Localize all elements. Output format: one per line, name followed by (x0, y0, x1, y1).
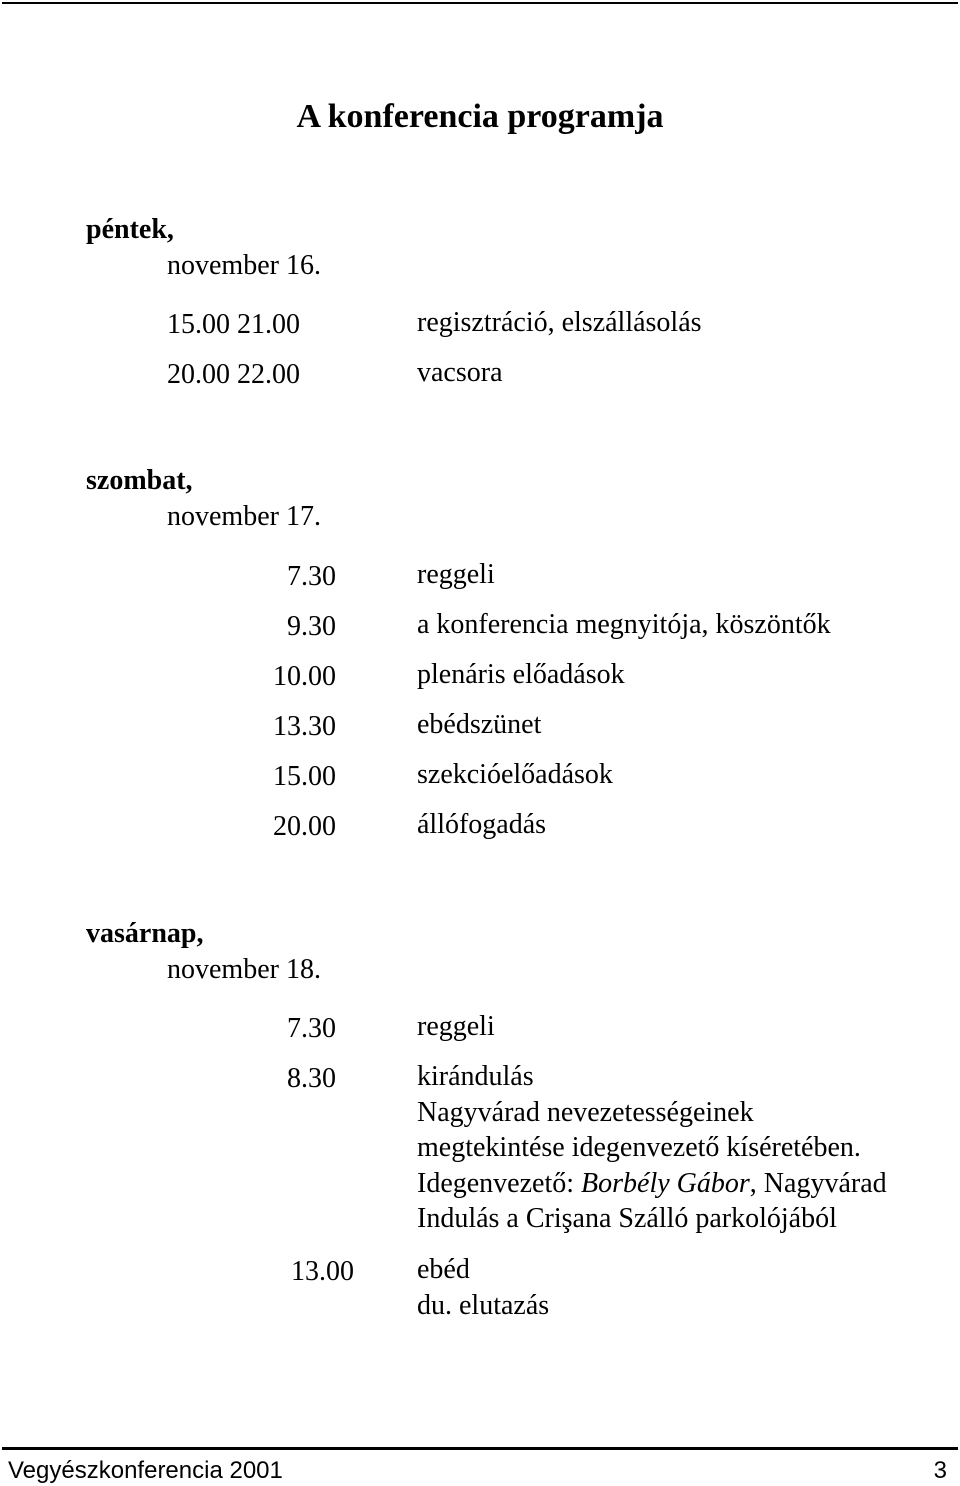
event-description: reggeli (417, 559, 495, 590)
time-slot: 15.00 21.00 (167, 309, 300, 340)
event-detail-line: Indulás a Crişana Szálló parkolójából (417, 1203, 837, 1234)
time-slot: 20.00 22.00 (167, 359, 300, 390)
time-slot: 8.30 (287, 1063, 336, 1094)
event-block-lunch (417, 1252, 549, 1323)
event-description: kirándulás (417, 1061, 534, 1092)
event-description: reggeli (417, 1011, 495, 1042)
event-detail-line: megtekintése idegenvezető kíséretében. (417, 1132, 861, 1163)
event-description: vacsora (417, 357, 503, 388)
time-slot: 13.00 (291, 1256, 354, 1287)
event-detail-line: du. elutazás (417, 1289, 550, 1321)
guide-suffix: , Nagyvárad (749, 1167, 887, 1199)
time-slot: 15.00 (273, 761, 336, 792)
top-rule (2, 2, 958, 4)
event-description: állófogadás (417, 809, 547, 840)
event-block-excursion (417, 1059, 887, 1237)
event-description: plenáris előadások (417, 659, 625, 690)
footer-conference-name: Vegyészkonferencia 2001 (8, 1457, 283, 1484)
day-heading-friday: péntek, (86, 214, 174, 245)
date-sunday: november 18. (167, 954, 321, 985)
guide-name: Borbély Gábor (581, 1167, 750, 1199)
event-description: ebéd (417, 1254, 470, 1285)
guide-prefix: Idegenvezető: (417, 1167, 582, 1199)
event-description: szekcióelőadások (417, 759, 613, 790)
page-title: A konferencia programja (296, 98, 664, 135)
time-slot: 13.30 (273, 711, 336, 742)
event-description: a konferencia megnyitója, köszöntők (417, 609, 831, 640)
date-saturday: november 17. (167, 501, 321, 532)
page-number: 3 (933, 1457, 947, 1484)
time-slot: 20.00 (273, 811, 336, 842)
time-slot: 7.30 (287, 1013, 336, 1044)
footer-rule (2, 1447, 958, 1450)
day-heading-sunday: vasárnap, (86, 918, 204, 949)
guide-line (417, 1166, 887, 1202)
time-slot: 9.30 (287, 611, 336, 642)
time-slot: 10.00 (273, 661, 336, 692)
day-heading-saturday: szombat, (86, 465, 193, 496)
time-slot: 7.30 (287, 561, 336, 592)
event-description: regisztráció, elszállásolás (417, 307, 702, 338)
date-friday: november 16. (167, 250, 321, 281)
event-description: ebédszünet (417, 709, 542, 740)
event-detail-line: Nagyvárad nevezetességeinek (417, 1096, 754, 1128)
